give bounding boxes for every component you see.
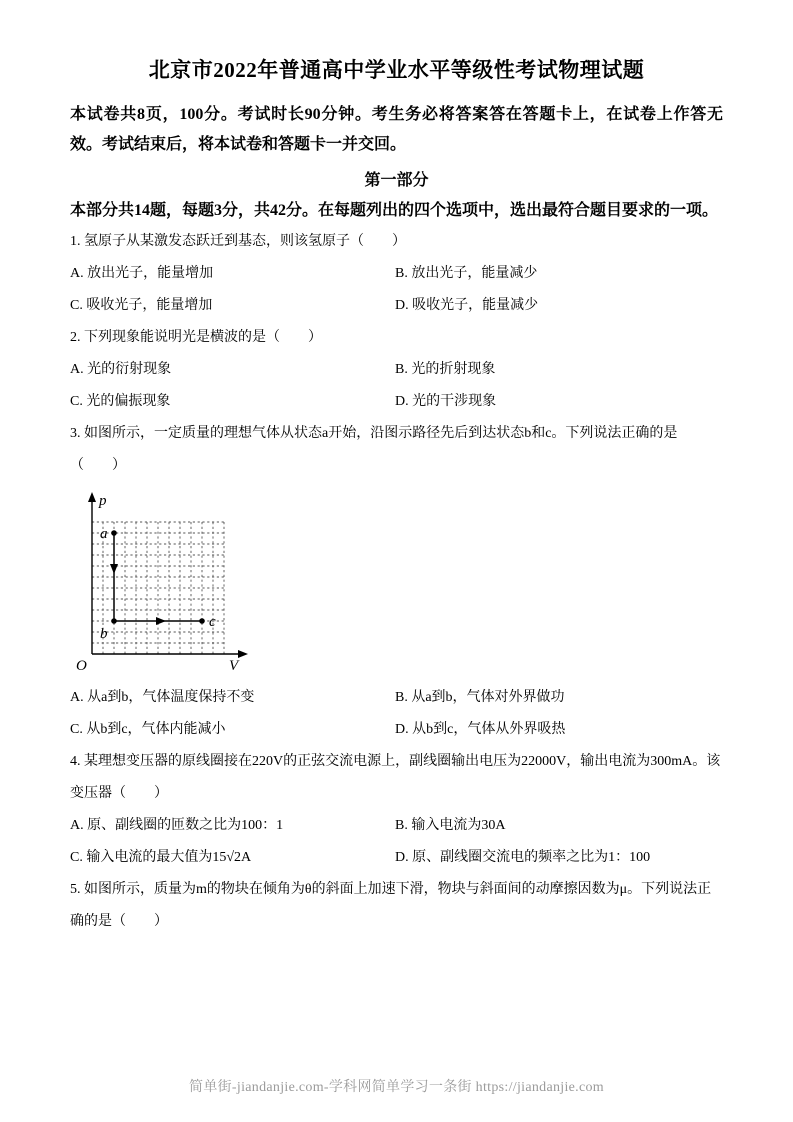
exam-title: 北京市2022年普通高中学业水平等级性考试物理试题 [148, 58, 645, 82]
p-axis [88, 492, 96, 654]
question-2 [70, 322, 723, 418]
question-2-option-a: A. 光的衍射现象 [70, 362, 172, 377]
question-3 [70, 418, 723, 746]
point-b-label: b [100, 626, 108, 642]
question-1-option-a: A. 放出光子，能量增加 [70, 266, 214, 281]
question-3-options [70, 682, 723, 746]
path-b-to-c [114, 617, 202, 625]
question-1-stem: 1. 氢原子从某激发态跃迁到基态，则该氢原子（ ） [70, 234, 406, 249]
question-5-stem: 5. 如图所示，质量为m的物块在倾角为θ的斜面上加速下滑，物块与斜面间的动摩擦因数为μ。下列说法正确的是（ ） [70, 882, 712, 929]
grid-lines [92, 522, 224, 654]
v-axis [92, 650, 248, 658]
question-2-stem: 2. 下列现象能说明光是横波的是（ ） [70, 330, 322, 345]
v-axis-label: V [229, 658, 239, 674]
question-4-option-d: D. 原、副线圈交流电的频率之比为1：100 [395, 850, 651, 865]
point-a-label: a [100, 526, 108, 542]
question-2-option-b: B. 光的折射现象 [395, 362, 496, 377]
question-3-stem: 3. 如图所示，一定质量的理想气体从状态a开始，沿图示路径先后到达状态b和c。下列说法正确的是（ ） [70, 426, 678, 473]
exam-instructions: 本试卷共8页，100分。考试时长90分钟。考生务必将答案答在答题卡上，在试卷上作答无效。考试结束后，将本试卷和答题卡一并交回。 [70, 106, 723, 153]
question-1-option-b: B. 放出光子，能量减少 [395, 266, 538, 281]
question-3-option-a: A. 从a到b，气体温度保持不变 [70, 690, 255, 705]
question-2-options [70, 354, 723, 418]
question-4-option-c: C. 输入电流的最大值为15√2A [70, 850, 252, 865]
page-footer: 简单街-jiandanjie.com-学科网简单学习一条街 https://jiandanjie.com [189, 1080, 604, 1095]
state-point-b [111, 618, 117, 624]
question-2-option-d: D. 光的干涉现象 [395, 394, 497, 409]
question-4-option-a: A. 原、副线圈的匝数之比为100：1 [70, 818, 284, 833]
question-2-option-c: C. 光的偏振现象 [70, 394, 171, 409]
question-4-options [70, 810, 723, 874]
origin-label: O [76, 658, 87, 674]
state-point-c [199, 618, 205, 624]
question-3-option-c: C. 从b到c，气体内能减小 [70, 722, 226, 737]
question-4-option-b: B. 输入电流为30A [395, 818, 506, 833]
question-5 [70, 874, 723, 938]
p-axis-label: p [99, 493, 107, 509]
pv-diagram [72, 488, 282, 678]
part1-header: 第一部分 [364, 172, 429, 189]
question-1-options [70, 258, 723, 322]
question-1 [70, 226, 723, 322]
question-1-option-c: C. 吸收光子，能量增加 [70, 298, 213, 313]
question-3-option-d: D. 从b到c，气体从外界吸热 [395, 722, 566, 737]
question-4 [70, 746, 723, 874]
part1-instructions: 本部分共14题，每题3分，共42分。在每题列出的四个选项中，选出最符合题目要求的一项。 [70, 202, 719, 219]
state-point-a [111, 530, 117, 536]
question-1-option-d: D. 吸收光子，能量减少 [395, 298, 539, 313]
question-3-option-b: B. 从a到b，气体对外界做功 [395, 690, 565, 705]
question-3-figure [72, 488, 723, 678]
question-4-stem: 4. 某理想变压器的原线圈接在220V的正弦交流电源上，副线圈输出电压为22000V，输出电流为300mA。该变压器（ ） [70, 754, 721, 801]
point-c-label: c [209, 614, 216, 630]
